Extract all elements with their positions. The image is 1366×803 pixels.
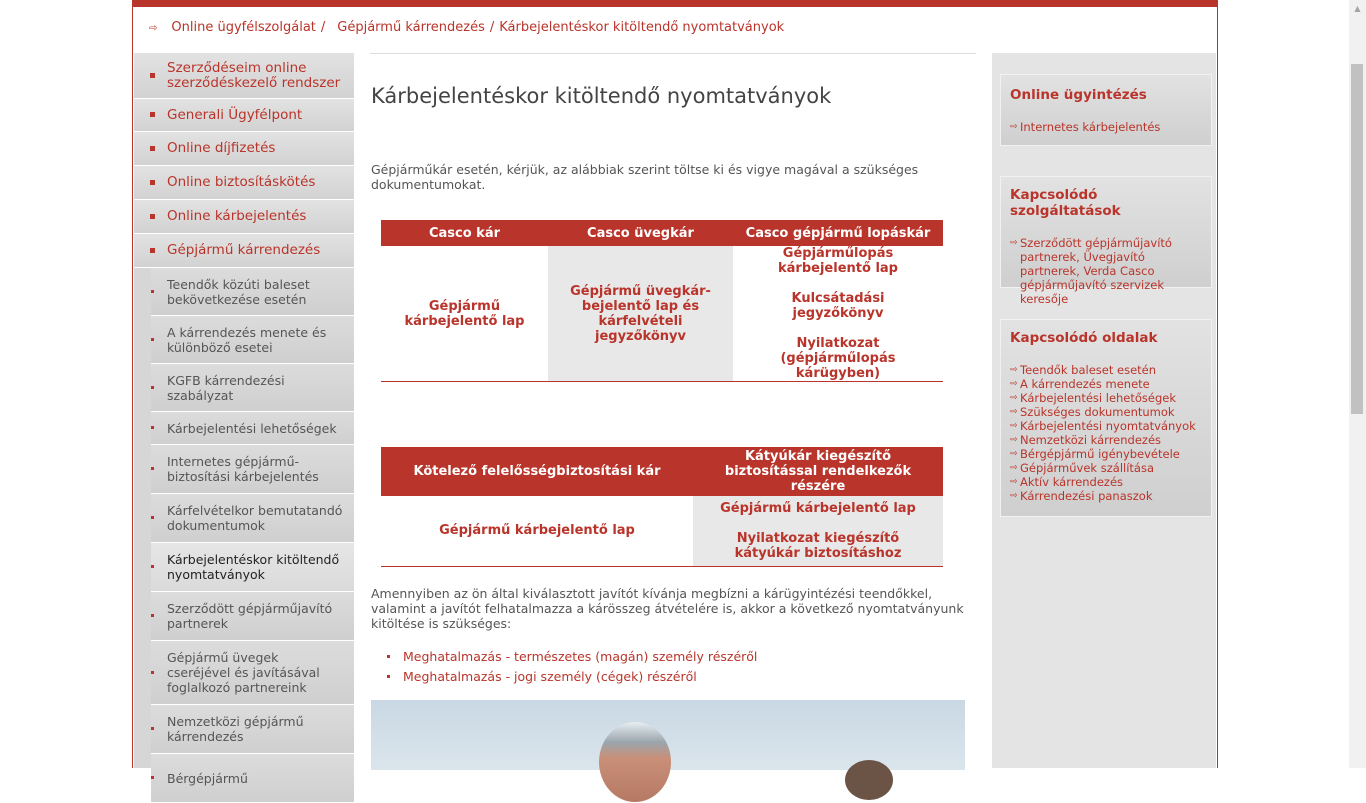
arrow-icon: ⇨ xyxy=(1010,463,1018,473)
scroll-up-arrow-icon[interactable]: ▲ xyxy=(1354,4,1361,13)
arrow-icon: ⇨ xyxy=(1010,491,1018,501)
sidebar-subitem-bergepjarmu[interactable] xyxy=(151,754,354,803)
sidebar-item-label: Szerződéseim online szerződéskezelő rendszer xyxy=(167,59,341,91)
arrow-icon: ⇨ xyxy=(1010,393,1018,403)
person-head-shape xyxy=(599,722,671,802)
table-header: Casco kár xyxy=(381,220,548,246)
form-link-uvegkar-bejelento[interactable]: Gépjármű üvegkár-bejelentő lap és kárfelvételi jegyzőkönyv xyxy=(570,283,711,344)
arrow-icon: ⇨ xyxy=(1010,477,1018,487)
table-header: Kátyúkár kiegészítő biztosítással rendelkezők részére xyxy=(693,447,943,496)
table-header: Kötelező felelősségbiztosítási kár xyxy=(381,447,693,496)
breadcrumb-separator: / xyxy=(320,20,326,35)
sidebar-subitem-nemzetkozi[interactable] xyxy=(151,705,354,754)
sidebar-item-karbejelentes[interactable] xyxy=(134,200,354,234)
link-karrendezesi-panaszok[interactable] xyxy=(1010,489,1203,503)
box-title: Online ügyintézés xyxy=(1010,87,1147,103)
table-cell xyxy=(381,496,693,566)
sidebar-subitem-internetes-karbejelentes[interactable] xyxy=(151,445,354,494)
form-link-gepjarmu-karbejelento-lap[interactable]: Gépjármű kárbejelentő lap xyxy=(439,523,635,539)
sidebar-subitem-label: Kárbejelentési lehetőségek xyxy=(167,420,337,436)
form-link-lopas-karbejelento[interactable]: Gépjárműlopás kárbejelentő lap xyxy=(778,246,898,276)
table-cell xyxy=(548,246,733,382)
link-internetes-karbejelentes[interactable] xyxy=(1010,120,1203,134)
sidebar-subitem-label: A kárrendezés menete és különböző esetei xyxy=(167,324,327,355)
link-label: Kárbejelentési nyomtatványok xyxy=(1020,419,1196,433)
link-szukseges-dokumentumok[interactable] xyxy=(1010,405,1203,419)
arrow-icon: ⇨ xyxy=(1010,435,1018,445)
box-link-list xyxy=(1001,120,1211,134)
sidebar-item-ugyfelpont[interactable] xyxy=(134,99,354,132)
sidebar-subitem-label: Szerződött gépjárműjavító partnerek xyxy=(167,601,333,631)
breadcrumb-link-gepjarmu-karrendezes[interactable]: Gépjármű kárrendezés xyxy=(337,20,485,35)
link-label: Internetes kárbejelentés xyxy=(1020,120,1161,134)
square-bullet-icon xyxy=(150,146,155,151)
bullet-icon xyxy=(151,338,154,341)
sidebar-item-label: Gépjármű kárrendezés xyxy=(167,242,321,258)
bullet-icon xyxy=(151,426,154,429)
square-bullet-icon xyxy=(150,112,155,117)
people-photo xyxy=(371,700,965,770)
arrow-icon: ⇨ xyxy=(1010,122,1018,132)
form-link-nyilatkozat-lopas[interactable]: Nyilatkozat (gépjárműlopás kárügyben) xyxy=(780,336,896,381)
link-karrendezes-menete[interactable] xyxy=(1010,377,1203,391)
sidebar-subitem-label: Internetes gépjármű-biztosítási kárbejelentés xyxy=(167,454,319,484)
form-link-kulcsatadasi[interactable]: Kulcsátadási jegyzőkönyv xyxy=(791,291,885,321)
breadcrumb-link-online-ugyfelszolgalat[interactable]: Online ügyfélszolgálat xyxy=(171,20,316,35)
sidebar-subitem-label: Teendők közúti baleset bekövetkezése esetén xyxy=(167,276,310,307)
bullet-icon xyxy=(151,290,154,293)
top-accent-bar xyxy=(133,0,1217,7)
authorization-forms-list xyxy=(387,649,757,689)
bullet-icon xyxy=(151,565,154,568)
arrow-icon: ⇨ xyxy=(1010,449,1018,459)
bullet-icon xyxy=(151,386,154,389)
bullet-icon xyxy=(387,675,390,678)
sidebar-item-label: Online biztosításkötés xyxy=(167,174,316,190)
bullet-icon xyxy=(151,516,154,519)
sidebar-subitem-label: Kárfelvételkor bemutatandó dokumentumok xyxy=(167,503,343,533)
sidebar-subitem-label: Nemzetközi gépjármű kárrendezés xyxy=(167,714,304,744)
box-link-list xyxy=(1001,236,1211,306)
breadcrumb-arrow-icon: ⇨ xyxy=(149,23,158,34)
link-label: Gépjárművek szállítása xyxy=(1020,461,1154,475)
sidebar-subitem-karrendezes-menete[interactable] xyxy=(151,316,354,364)
link-label: Kárrendezési panaszok xyxy=(1020,489,1153,503)
link-gepjarmuvek-szallitasa[interactable] xyxy=(1010,461,1203,475)
form-link-nyilatkozat-katyukar[interactable]: Nyilatkozat kiegészítő kátyúkár biztosításhoz xyxy=(734,530,902,561)
square-bullet-icon xyxy=(150,214,155,219)
box-title: Kapcsolódó szolgáltatások xyxy=(1010,187,1121,219)
table-cell xyxy=(381,246,548,382)
link-karbejelentesi-nyomtatvanyok[interactable] xyxy=(1010,419,1203,433)
link-label: Aktív kárrendezés xyxy=(1020,475,1124,489)
link-szerzodott-partnerek[interactable] xyxy=(1010,236,1203,306)
breadcrumb-separator: / xyxy=(489,20,495,35)
sidebar-subitem-label: Kárbejelentéskor kitöltendő nyomtatványok xyxy=(167,552,340,582)
box-online-ugyintezes xyxy=(1000,74,1212,146)
link-label: Teendők baleset esetén xyxy=(1020,363,1157,377)
breadcrumb xyxy=(149,20,784,35)
form-link-meghatalmazas-jogi-szemely[interactable] xyxy=(387,669,757,689)
main-content xyxy=(370,53,976,684)
sidebar-item-szerzodeseim[interactable] xyxy=(134,53,354,99)
casco-forms-table xyxy=(381,220,943,382)
sidebar-subitem-label: KGFB kárrendezési szabályzat xyxy=(167,372,285,403)
link-nemzetkozi-karrendezes[interactable] xyxy=(1010,433,1203,447)
sidebar-subitem-nyomtatvanyok-active[interactable] xyxy=(151,543,354,592)
link-teendok-baleset[interactable] xyxy=(1010,363,1203,377)
table-cell xyxy=(733,246,943,382)
table-header: Casco üvegkár xyxy=(548,220,733,246)
square-bullet-icon xyxy=(150,248,155,253)
table-cell xyxy=(693,496,943,566)
square-bullet-icon xyxy=(150,180,155,185)
sidebar-subitem-label: Gépjármű üvegek cseréjével és javításával foglalkozó partnereink xyxy=(167,650,320,695)
sidebar-subitem-uvegek[interactable] xyxy=(151,641,354,705)
person-head-shape xyxy=(845,760,893,800)
box-kapcsolodo-oldalak xyxy=(1000,319,1212,517)
sidebar-item-dijfizetes[interactable] xyxy=(134,132,354,166)
sidebar-subitem-kgfb-szabalyzat[interactable] xyxy=(151,364,354,412)
link-aktiv-karrendezes[interactable] xyxy=(1010,475,1203,489)
form-link-gepjarmu-karbejelento-lap[interactable]: Gépjármű kárbejelentő lap xyxy=(720,500,916,516)
link-bergepjarmu[interactable] xyxy=(1010,447,1203,461)
sidebar-item-label: Online díjfizetés xyxy=(167,140,276,156)
sidebar-subitem-label: Bérgépjármű xyxy=(167,770,248,786)
sidebar-item-label: Generali Ügyfélpont xyxy=(167,106,303,123)
table-header: Casco gépjármű lopáskár xyxy=(733,220,943,246)
sidebar-subitem-dokumentumok[interactable] xyxy=(151,494,354,543)
link-label: Nemzetközi kárrendezés xyxy=(1020,433,1162,447)
left-sidebar-nav xyxy=(134,53,354,786)
sidebar-subitem-javito-partnerek[interactable] xyxy=(151,592,354,641)
scroll-thumb[interactable] xyxy=(1351,64,1363,414)
sidebar-subitem-karbejelentesi-lehetosegek[interactable] xyxy=(151,412,354,445)
kgfb-forms-table xyxy=(381,447,943,567)
page-title: Kárbejelentéskor kitöltendő nyomtatványok xyxy=(371,84,832,108)
link-label: Kárbejelentési lehetőségek xyxy=(1020,391,1177,405)
list-item-label: Meghatalmazás - jogi személy (cégek) részéről xyxy=(403,669,697,684)
sidebar-subitem-teendok[interactable] xyxy=(151,268,354,316)
link-label: Szükséges dokumentumok xyxy=(1020,405,1175,419)
square-bullet-icon xyxy=(150,73,155,78)
arrow-icon: ⇨ xyxy=(1010,379,1018,389)
intro-text: Gépjárműkár esetén, kérjük, az alábbiak szerint töltse ki és vigye magával a szükséges dokumentumokat. xyxy=(371,162,919,192)
link-label: Szerződött gépjárműjavító partnerek, Üvegjavító partnerek, Verda Casco gépjárműjavító szervizek keresője xyxy=(1020,236,1172,306)
sidebar-item-gepjarmu-karrendezes[interactable] xyxy=(134,234,354,268)
right-sidebar xyxy=(992,53,1216,768)
bullet-icon xyxy=(151,727,154,730)
form-link-gepjarmu-karbejelento-lap[interactable]: Gépjármű kárbejelentő lap xyxy=(404,298,525,329)
arrow-icon: ⇨ xyxy=(1010,421,1018,431)
box-kapcsolodo-szolgaltatasok xyxy=(1000,176,1212,306)
link-karbejelentesi-lehetosegek[interactable] xyxy=(1010,391,1203,405)
box-title: Kapcsolódó oldalak xyxy=(1010,330,1158,346)
arrow-icon: ⇨ xyxy=(1010,238,1018,248)
list-item-label: Meghatalmazás - természetes (magán) személy részéről xyxy=(403,649,758,664)
arrow-icon: ⇨ xyxy=(1010,407,1018,417)
sidebar-item-label: Online kárbejelentés xyxy=(167,208,307,224)
authorization-note: Amennyiben az ön által kiválasztott javítót kívánja megbízni a kárügyintézési teendőkkel, valamint a javítót felhatalmazza a kárösszeg átvételére is, akkor a következő nyomtatványunk kitöltése is szükséges: xyxy=(371,586,964,631)
link-label: Bérgépjármű igénybevétele xyxy=(1020,447,1180,461)
bullet-icon xyxy=(151,776,154,779)
form-link-meghatalmazas-maganszemely[interactable] xyxy=(387,649,757,669)
sidebar-item-biztositaskotes[interactable] xyxy=(134,166,354,200)
bullet-icon xyxy=(151,467,154,470)
page-frame xyxy=(132,0,1218,786)
link-label: A kárrendezés menete xyxy=(1020,377,1150,391)
breadcrumb-current[interactable]: Kárbejelentéskor kitöltendő nyomtatványok xyxy=(499,20,785,35)
bullet-icon xyxy=(151,671,154,674)
bullet-icon xyxy=(387,655,390,658)
arrow-icon: ⇨ xyxy=(1010,365,1018,375)
box-link-list xyxy=(1001,363,1211,503)
page-scrollbar[interactable] xyxy=(1349,0,1366,768)
bullet-icon xyxy=(151,614,154,617)
